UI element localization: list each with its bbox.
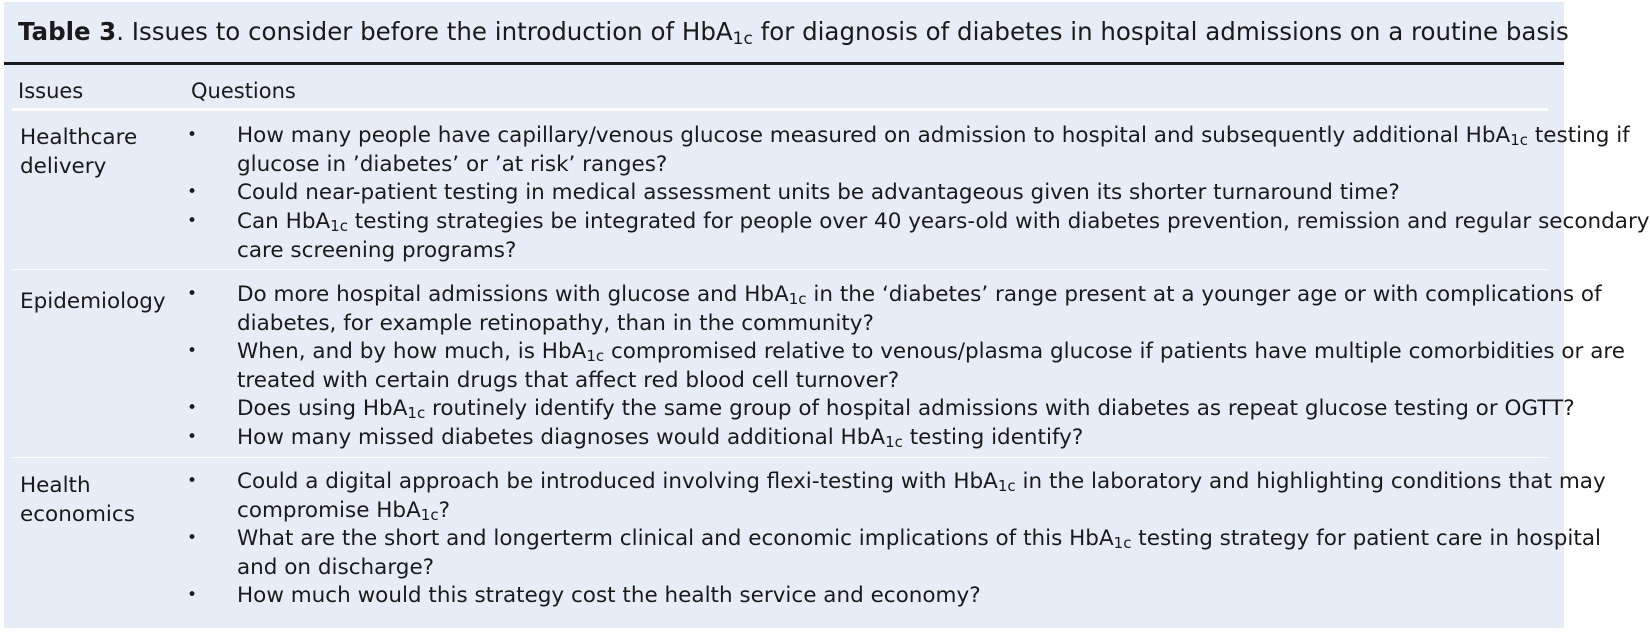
bullet: • [187,528,198,548]
issue-label-line: economics [20,502,135,527]
question-line: Do more hospital admissions with glucose and HbA$_{1c}$ in the ‘diabetes’ range present at a younger age or with complications of [237,282,1602,308]
question-line: glucose in ’diabetes’ or ’at risk’ ranges? [237,152,668,177]
question-line: How much would this strategy cost the health service and economy? [237,583,981,608]
row-separator [12,269,1548,270]
issue-label-line: Health [20,473,91,498]
caption-subscript: 1c [732,29,753,49]
question-line: compromise HbA$_{1c}$? [237,498,451,524]
bullet: • [187,125,198,145]
caption-text-after: for diagnosis of diabetes in hospital admissions on a routine basis [752,17,1569,46]
question-line: What are the short and longerterm clinical and economic implications of this HbA$_{1c}$ testing strategy for patient care in hospital [237,526,1601,552]
bullet: • [187,341,198,361]
table-caption [18,12,1569,52]
question-line: care screening programs? [237,238,517,263]
column-header-issues: Issues [18,79,84,103]
bullet: • [187,471,198,491]
issue-label-line: Healthcare [20,125,138,150]
question-line: When, and by how much, is HbA$_{1c}$ compromised relative to venous/plasma glucose if patients have multiple comorbidities or are [237,339,1626,365]
question-line: How many people have capillary/venous glucose measured on admission to hospital and subsequently additional HbA$_{1c}$ testing if [237,123,1630,149]
question-line: Does using HbA$_{1c}$ routinely identify the same group of hospital admissions with diabetes as repeat glucose testing or OGTT? [237,396,1575,422]
row-separator [12,457,1548,458]
bullet: • [187,211,198,231]
caption-rule [4,62,1564,65]
bullet: • [187,182,198,202]
bullet: • [187,427,198,447]
question-line: Can HbA$_{1c}$ testing strategies be integrated for people over 40 years-old with diabetes prevention, remission and regular secondary [237,209,1650,235]
table-label: Table 3 [18,17,117,46]
issue-label-line: delivery [20,154,107,179]
column-header-questions: Questions [191,79,296,103]
bullet: • [187,398,198,418]
bullet: • [187,585,198,605]
question-line: treated with certain drugs that affect red blood cell turnover? [237,368,900,393]
header-rule [12,108,1548,111]
question-line: Could near-patient testing in medical assessment units be advantageous given its shorter turnaround time? [237,180,1400,205]
issue-label-line: Epidemiology [20,289,166,314]
question-line: How many missed diabetes diagnoses would additional HbA$_{1c}$ testing identify? [237,425,1084,451]
table-panel [4,2,1650,628]
bullet: • [187,284,198,304]
caption-text: . Issues to consider before the introduction of HbA [116,17,733,46]
question-line: diabetes, for example retinopathy, than in the community? [237,311,874,336]
question-line: Could a digital approach be introduced involving flexi-testing with HbA$_{1c}$ in the laboratory and highlighting conditions that may [237,469,1606,495]
question-line: and on discharge? [237,555,435,580]
